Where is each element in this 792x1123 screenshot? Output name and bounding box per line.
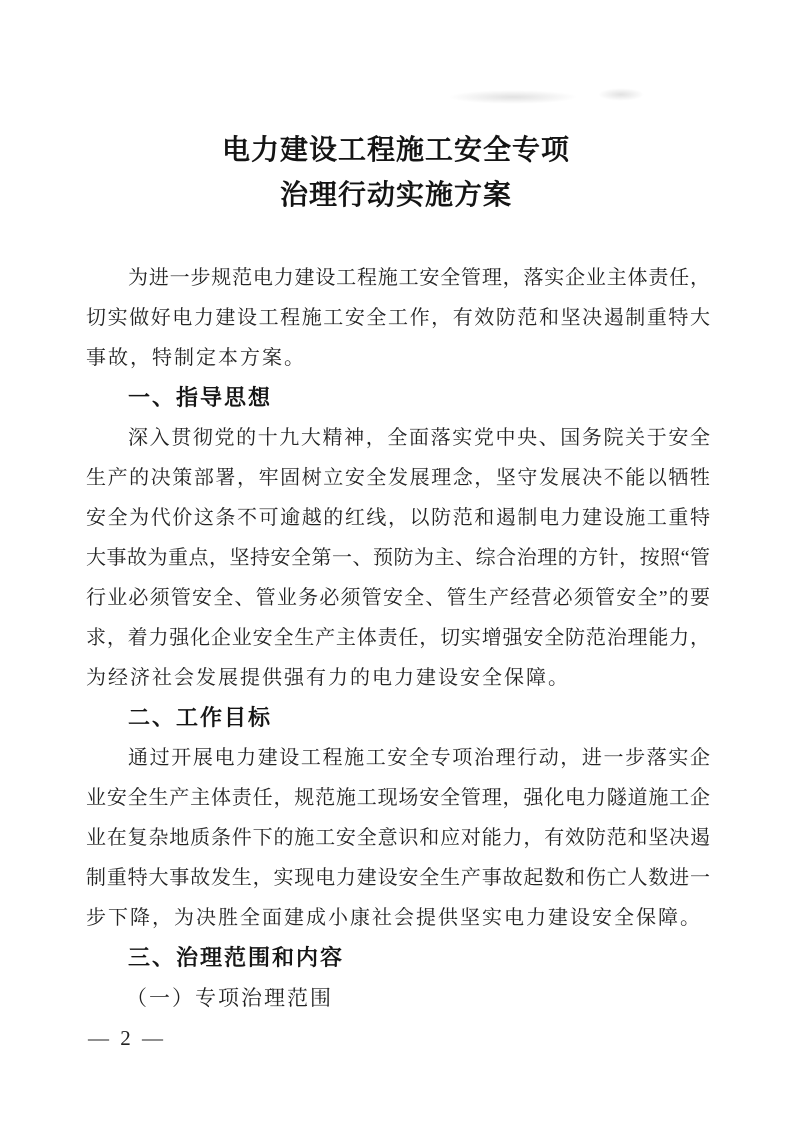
document-line: 切实做好电力建设工程施工安全工作，有效防范和坚决遏制重特大 (86, 307, 710, 329)
scan-smudge (598, 88, 644, 101)
document-line: 事故，特制定本方案。 (86, 347, 306, 369)
document-line: 通过开展电力建设工程施工安全专项治理行动，进一步落实企 (128, 747, 710, 769)
document-line: 深入贯彻党的十九大精神，全面落实党中央、国务院关于安全 (128, 427, 710, 449)
document-line: 生产的决策部署，牢固树立安全发展理念，坚守发展决不能以牺牲 (86, 467, 710, 489)
document-title (0, 127, 792, 217)
title-line-2: 治理行动实施方案 (279, 179, 512, 210)
document-line: 业在复杂地质条件下的施工安全意识和应对能力，有效防范和坚决遏 (86, 827, 710, 849)
document-line: 安全为代价这条不可逾越的红线，以防范和遏制电力建设施工重特 (86, 507, 710, 529)
section-heading: 一、指导思想 (128, 385, 273, 410)
document-line: 大事故为重点，坚持安全第一、预防为主、综合治理的方针，按照“管 (86, 547, 710, 569)
document-body (86, 258, 710, 1018)
section-heading: 三、治理范围和内容 (128, 945, 345, 970)
document-line: 行业必须管安全、管业务必须管安全、管生产经营必须管安全”的要 (86, 587, 710, 609)
document-line: 为经济社会发展提供强有力的电力建设安全保障。 (86, 667, 570, 689)
document-line: 求，着力强化企业安全生产主体责任，切实增强安全防范治理能力， (86, 627, 710, 649)
document-line: 为进一步规范电力建设工程施工安全管理，落实企业主体责任， (128, 267, 710, 289)
sub-section-heading: （一）专项治理范围 (126, 986, 333, 1010)
document-line: 步下降，为决胜全面建成小康社会提供坚实电力建设安全保障。 (86, 907, 702, 929)
document-line: 制重特大事故发生，实现电力建设安全生产事故起数和伤亡人数进一 (86, 867, 710, 889)
page-number: — 2 — (88, 1026, 166, 1050)
title-line-1: 电力建设工程施工安全专项 (221, 134, 570, 165)
document-line: 业安全生产主体责任，规范施工现场安全管理，强化电力隧道施工企 (86, 787, 710, 809)
section-heading: 二、工作目标 (128, 705, 273, 730)
scan-smudge (448, 90, 578, 104)
